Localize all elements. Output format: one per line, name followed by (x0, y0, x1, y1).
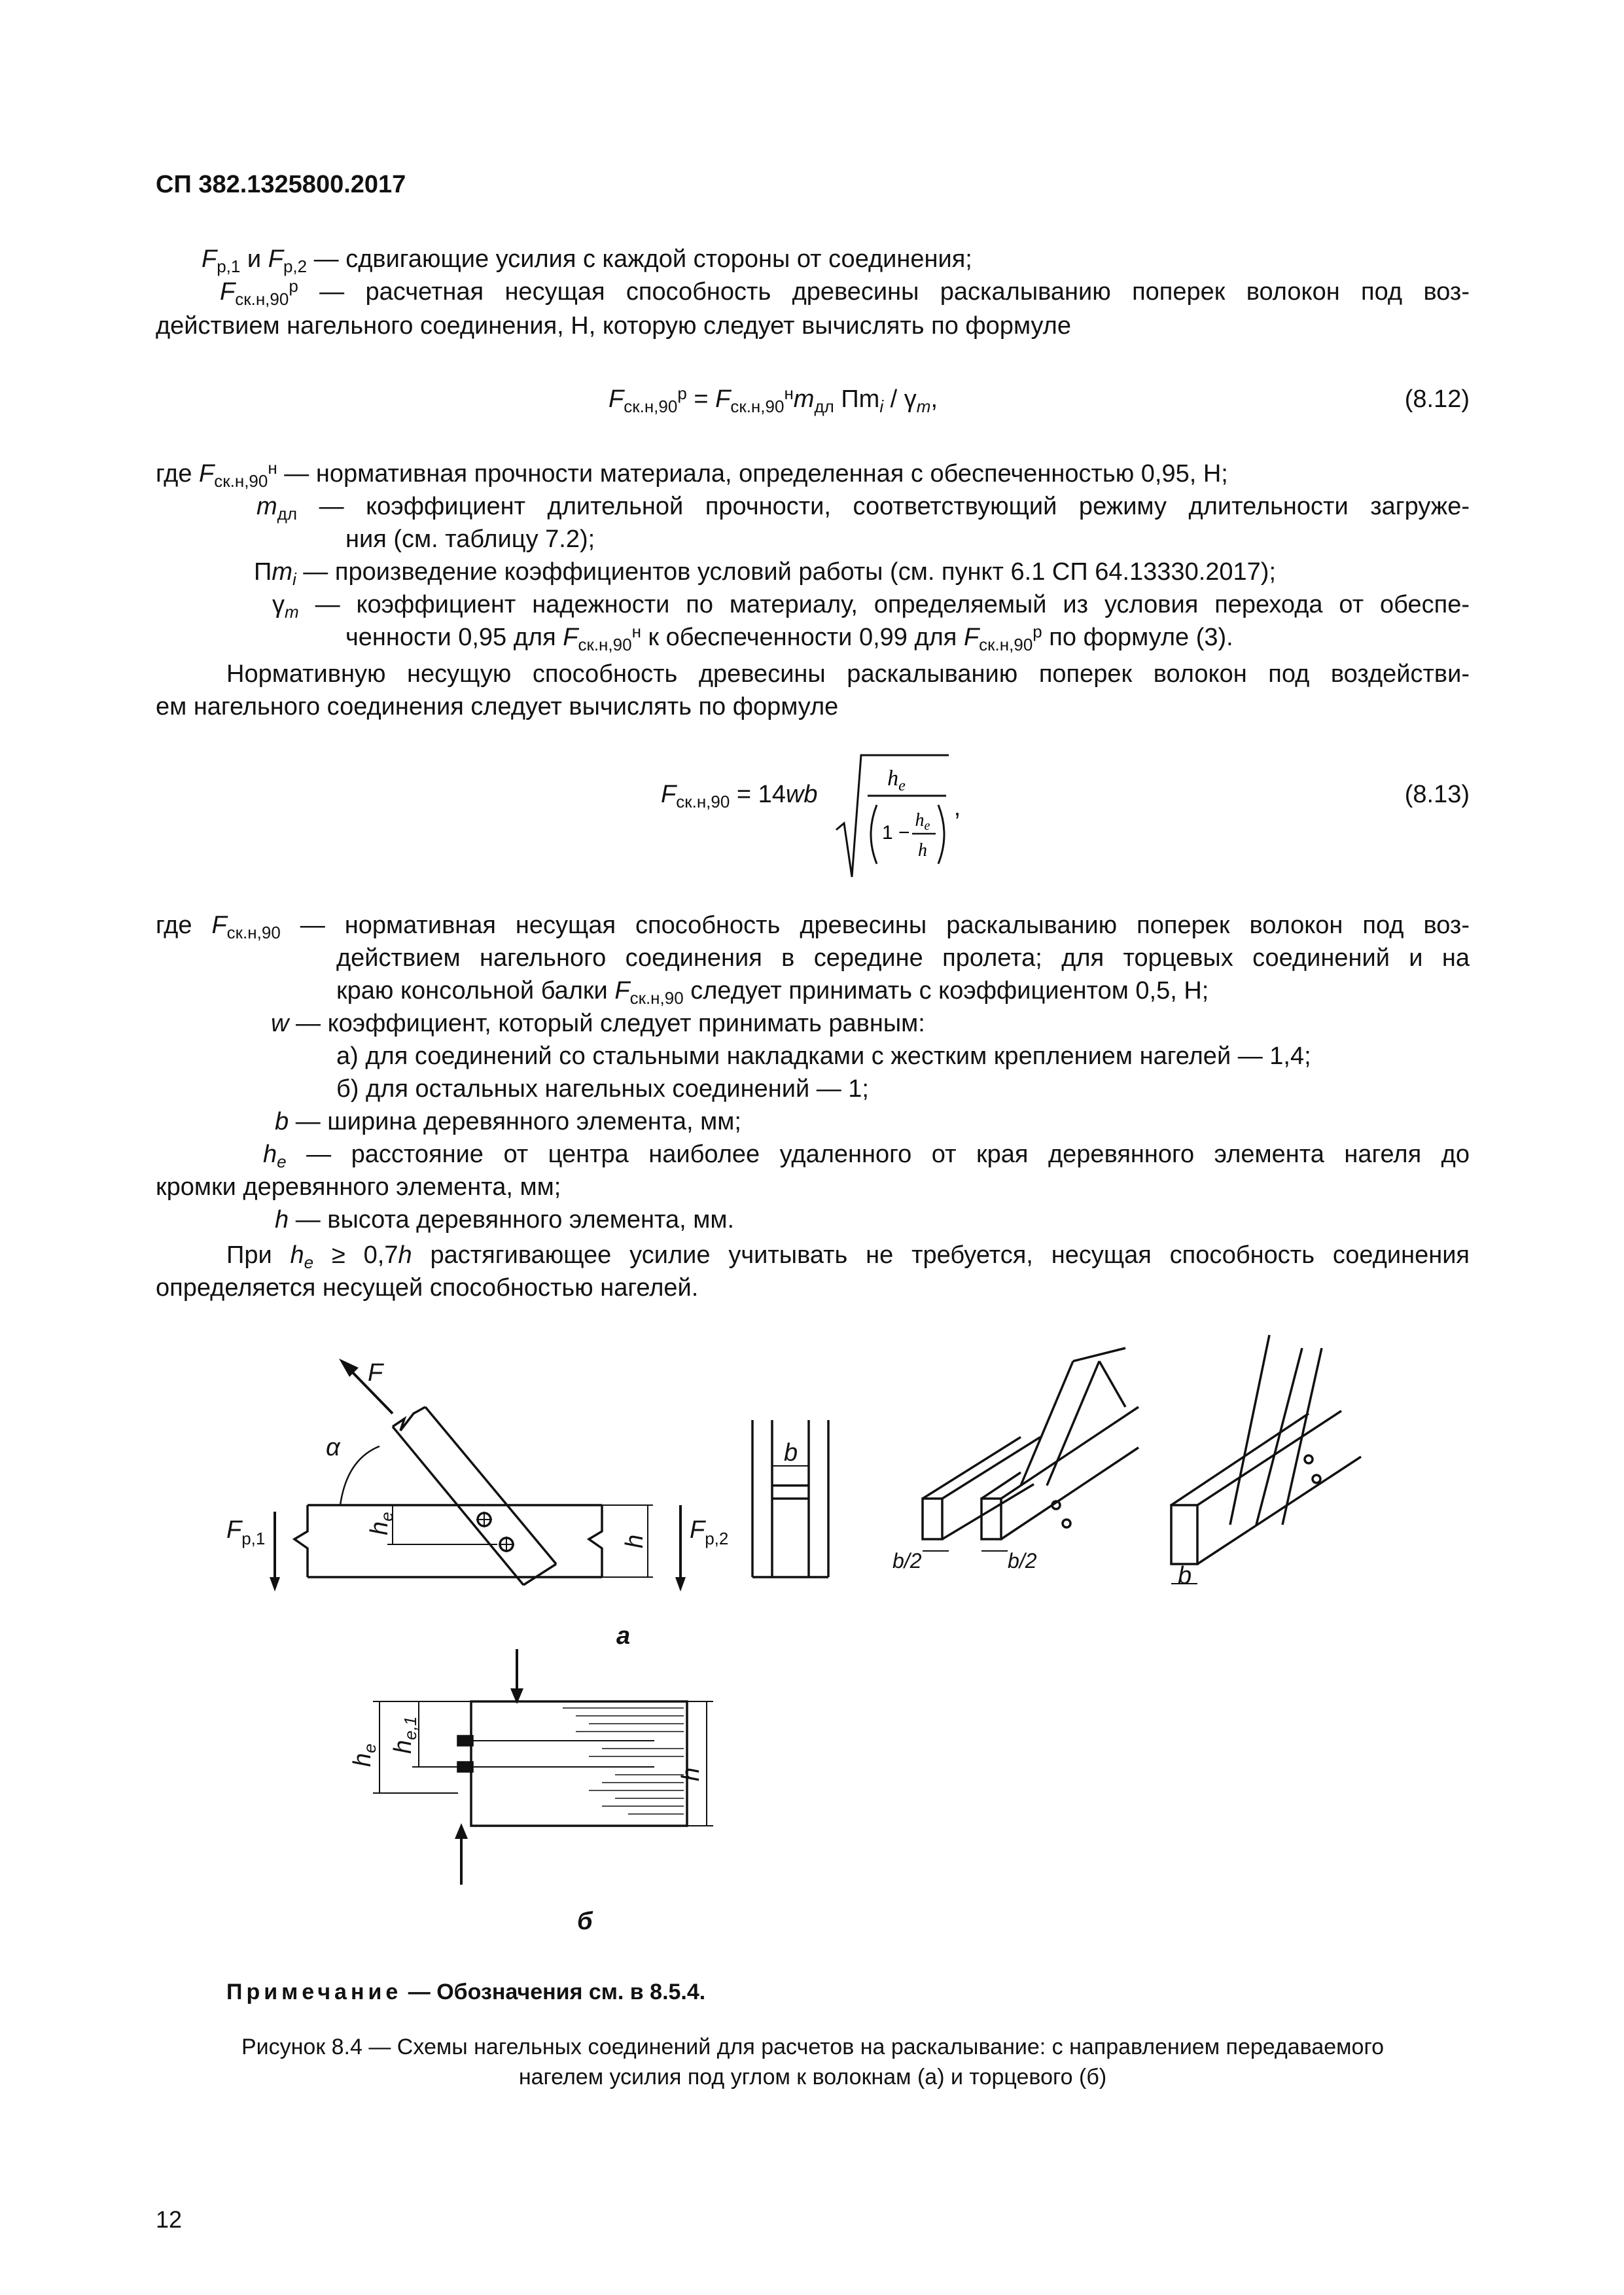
svg-text:h: h (918, 840, 927, 861)
fig-label-Fp1: $F_{p,1}$ (226, 1516, 266, 1548)
svg-text:he: $h_e$ (887, 766, 906, 794)
where2-item5: h — высота деревянного элемента, мм. (275, 1206, 735, 1234)
fig-label-Fp2: $F_{p,2}$ (690, 1516, 729, 1548)
document-code: СП 382.1325800.2017 (156, 171, 406, 198)
para2-line1: Нормативную несущую способность древесины раскалыванию поперек волокон под воздействи- (226, 660, 1470, 688)
equation-8-12: $F_{ск.н,90}^р = F_{ск.н,90}^нm_{дл}$ $Пm_i / \gamma_m$, (609, 383, 938, 416)
where2-item4-cont: кромки деревянного элемента, мм; (156, 1173, 561, 1201)
equation-number-8-12: (8.12) (1404, 385, 1470, 413)
where1-item4-cont: ченности 0,95 для $F_{ск.н,90}^н$ к обеспеченности 0,99 для $F_{ск.н,90}^р$ по формуле (3). (345, 622, 1233, 654)
fig-sublabel-a: а (616, 1622, 631, 1650)
fig-a-beam (275, 1366, 680, 1585)
para1-line2: $F_{ск.н,90}^р$ — расчетная несущая способность древесины раскалыванию поперек волокон под воз- (220, 276, 1470, 309)
fig-b-hatching (563, 1708, 684, 1814)
equation-number-8-13: (8.13) (1404, 781, 1470, 808)
fig-label-b2-right: b/2 (1008, 1549, 1037, 1573)
para3-line1: При $h_e \ge 0,7h$ растягивающее усилие учитывать не требуется, несущая способность соединения (226, 1241, 1470, 1272)
fig-label-b2-left: b/2 (892, 1549, 922, 1573)
where1-item2-cont: ния (см. таблицу 7.2); (345, 525, 595, 553)
arrow-heads (270, 1359, 686, 1839)
where2-item2-a: а) для соединений со стальными накладками с жестким креплением нагелей — 1,4; (336, 1042, 1311, 1070)
where2-item3: b — ширина деревянного элемента, мм; (275, 1108, 741, 1135)
fig-a-iso-left (923, 1348, 1139, 1551)
where2-item1-cont1: действием нагельного соединения в середине пролета; для торцевых соединений и на (336, 944, 1470, 972)
fig-label-h: h (621, 1534, 648, 1548)
para1-line3: действием нагельного соединения, Н, которую следует вычислять по формуле (156, 312, 1071, 340)
svg-text:,: , (954, 794, 961, 821)
fig-label-he-b: $h_e$ (349, 1743, 380, 1767)
fig-label-F: F (368, 1359, 383, 1387)
fig-sublabel-b: б (577, 1908, 593, 1935)
fig-label-alpha: α (326, 1434, 340, 1461)
svg-text:1 −: 1 − (882, 822, 910, 844)
where2-item2: w — коэффициент, который следует принимать равным: (271, 1010, 925, 1037)
equation-8-13-radical (831, 753, 975, 883)
fig-label-he1: $h_{e,1}$ (389, 1716, 420, 1754)
where2-item2-b: б) для остальных нагельных соединений — 1; (336, 1075, 869, 1103)
fig-a-iso-right (1171, 1335, 1361, 1584)
para1-line1: $F_{р,1}$ и $F_{р,2}$ — сдвигающие усилия с каждой стороны от соединения; (202, 245, 972, 276)
figure-caption-line1: Рисунок 8.4 — Схемы нагельных соединений для расчетов на раскалывание: с направлением передаваемого (241, 2035, 1385, 2059)
equation-8-13: $F_{ск.н,90} = 14wb$ (661, 781, 818, 811)
fig-label-he: $h_e$ (366, 1512, 397, 1535)
para3-line2: определяется несущей способностью нагелей. (156, 1274, 699, 1302)
page-number: 12 (156, 2206, 183, 2233)
fig-label-b: b (784, 1439, 798, 1467)
fig-label-h-b: h (677, 1767, 705, 1781)
where2-item1-cont2: краю консольной балки $F_{ск.н,90}$ следует принимать с коэффициентом 0,5, Н; (336, 977, 1209, 1008)
where2-item1: где $F_{ск.н,90}$ — нормативная несущая способность древесины раскалыванию поперек волокон под воз- (156, 912, 1470, 942)
where1-item4: $\gamma_m$ — коэффициент надежности по материалу, определяемый из условия перехода от обеспе- (272, 591, 1470, 622)
fig-label-b-right: b (1178, 1562, 1192, 1590)
para2-line2: ем нагельного соединения следует вычислять по формуле (156, 693, 839, 721)
where1-item2: $m_{дл}$ — коэффициент длительной прочности, соответствующий режиму длительности загруже- (256, 493, 1470, 524)
where1-item3: $Пm_i$ — произведение коэффициентов условий работы (см. пункт 6.1 СП 64.13330.2017); (254, 558, 1277, 589)
figure-note: Примечание — Обозначения см. в 8.5.4. (226, 1980, 706, 2004)
where1-item1: где $F_{ск.н,90}^н$ — нормативная прочности материала, определенная с обеспеченностью 0,95, Н; (156, 458, 1228, 491)
fig-b-connection (373, 1649, 713, 1885)
fig-a-section (752, 1420, 828, 1577)
svg-text:he: $h_e$ (915, 810, 930, 833)
figure-caption-line2: нагелем усилия под углом к волокнам (а) и торцевого (б) (518, 2065, 1107, 2090)
where2-item4: $h_e$ — расстояние от центра наиболее удаленного от края деревянного элемента нагеля до (263, 1141, 1470, 1171)
